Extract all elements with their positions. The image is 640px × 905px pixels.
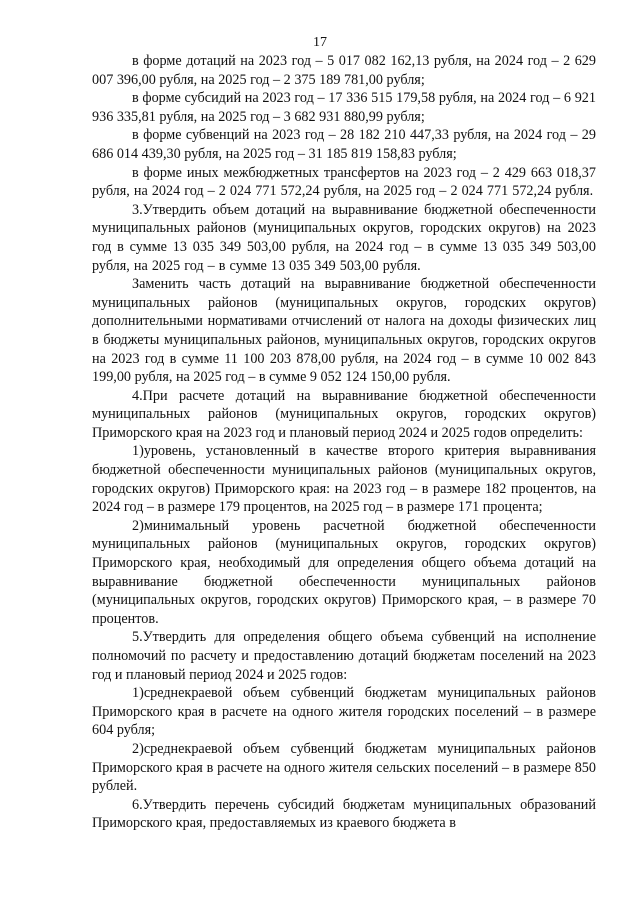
paragraph-grants-other-transfers: в форме иных межбюджетных трансфертов на 2023 год – 2 429 663 018,37 рубля, на 2024 год – 2 024 771 572,24 рубля, на 2025 год – 2 024 771 572,24 рубля.	[92, 164, 596, 200]
document-body	[92, 52, 596, 833]
paragraph-replace-dotations: Заменить часть дотаций на выравнивание бюджетной обеспеченности муниципальных районов (муниципальных округов, городских округов) дополнительными нормативами отчислений от налога на доходы физических лиц в бюджеты муниципальных районов, муниципальных округов, городских округов на 2023 год в сумме 11 100 203 878,00 рубля, на 2024 год – в сумме 10 002 843 199,00 рубля, на 2025 год – в сумме 9 052 124 150,00 рубля.	[92, 276, 596, 386]
paragraph-item-5-sub-1: 1)среднекраевой объем субвенций бюджетам муниципальных районов Приморского края в расчете на одного жителя городских поселений – в размере 604 рубля;	[92, 685, 596, 739]
paragraph-item-6: 6.Утвердить перечень субсидий бюджетам муниципальных образований Приморского края, предоставляемых из краевого бюджета в	[92, 796, 596, 832]
page-number: 17	[313, 35, 327, 50]
paragraph-item-4-sub-2: 2)минимальный уровень расчетной бюджетной обеспеченности муниципальных районов (муниципальных округов, городских округов) Приморского края, необходимый для определения общего объема дотаций на выравнивание бюджетной обеспеченности муниципальных районов (муниципальных округов, городских округов) Приморского края, – в размере 70 процентов.	[92, 517, 596, 627]
paragraph-item-5-sub-2: 2)среднекраевой объем субвенций бюджетам муниципальных районов Приморского края в расчете на одного жителя сельских поселений – в размере 850 рублей.	[92, 740, 596, 795]
paragraph-grants-subventions: в форме субвенций на 2023 год – 28 182 210 447,33 рубля, на 2024 год – 29 686 014 439,30 рубля, на 2025 год – 31 185 819 158,83 рубля;	[92, 127, 596, 162]
paragraph-item-4: 4.При расчете дотаций на выравнивание бюджетной обеспеченности муниципальных районов (муниципальных округов, городских округов) Приморского края на 2023 год и плановый период 2024 и 2025 годов определить:	[92, 387, 596, 441]
paragraph-item-4-sub-1: 1)уровень, установленный в качестве второго критерия выравнивания бюджетной обеспеченности муниципальных районов (муниципальных округов, городских округов) Приморского края: на 2023 год – в размере 182 процентов, на 2024 год – в размере 179 процентов, на 2025 год – в размере 171 процента;	[92, 443, 596, 516]
paragraph-grants-subsidies: в форме субсидий на 2023 год – 17 336 515 179,58 рубля, на 2024 год – 6 921 936 335,81 рубля, на 2025 год – 3 682 931 880,99 рубля;	[92, 90, 596, 125]
paragraph-item-5: 5.Утвердить для определения общего объема субвенций на исполнение полномочий по расчету и предоставлению дотаций бюджетам поселений на 2023 год и плановый период 2024 и 2025 годов:	[92, 629, 596, 683]
paragraph-item-3: 3.Утвердить объем дотаций на выравнивание бюджетной обеспеченности муниципальных районов (муниципальных округов, городских округов) на 2023 год в сумме 13 035 349 503,00 рубля, на 2024 год – в сумме 13 035 349 503,00 рубля, на 2025 год – в сумме 13 035 349 503,00 рубля.	[92, 201, 596, 274]
paragraph-grants-dotations: в форме дотаций на 2023 год – 5 017 082 162,13 рубля, на 2024 год – 2 629 007 396,00 рубля, на 2025 год – 2 375 189 781,00 рубля;	[92, 53, 596, 88]
